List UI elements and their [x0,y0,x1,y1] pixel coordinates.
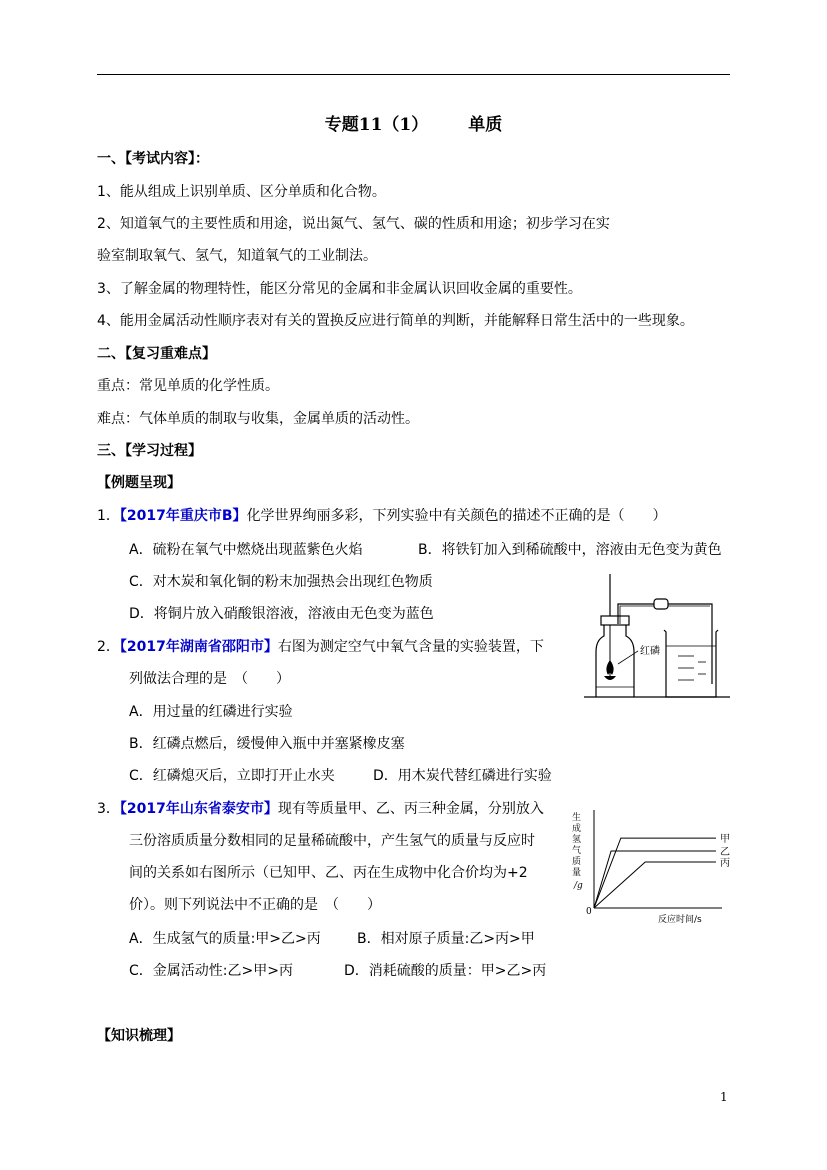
q2-text-1: 右图为测定空气中氧气含量的实验装置，下 [277,639,544,655]
q1-source: 【2017年重庆市B】 [119,508,247,524]
hydrogen-mass-chart [568,806,728,924]
series-line-1 [594,838,716,908]
y-axis-label-char: 成 [572,824,582,834]
q3-option-a: A．生成氢气的质量:甲>乙>丙 [129,931,321,947]
oxygen-apparatus-figure [582,572,732,704]
page-number: 1 [720,1090,728,1104]
flame-icon [606,660,613,675]
q2-source: 【2017年湖南省邵阳市】 [119,639,278,655]
rubber-stopper [601,616,629,625]
q1-text: 化学世界绚丽多彩，下列实验中有关颜色的描述不正确的是（ ） [246,508,667,524]
q2-option-d: D．用木炭代替红磷进行实验 [373,768,552,784]
series-label-2: 乙 [720,846,730,858]
q3-option-d: D．消耗硫酸的质量：甲>乙>丙 [344,963,547,979]
difficult-point: 难点：气体单质的制取与收集，金属单质的活动性。 [97,411,419,427]
section-examples: 【例题呈现】 [97,475,181,491]
q3-text-1: 现有等质量甲、乙、丙三种金属，分别放入 [277,801,544,817]
section-learning-process: 三、【学习过程】 [97,443,202,459]
q2-stem-line1 [97,638,544,656]
y-axis-unit: /g [574,881,583,891]
q1-option-c: C．对木炭和氧化铜的粉末加强热会出现红色物质 [129,574,433,590]
q1-option-b: B．将铁钉加入到稀硫酸中，溶液由无色变为黄色 [418,542,722,558]
q2-option-a: A．用过量的红磷进行实验 [129,704,293,720]
connecting-tube [618,604,712,684]
q3-stem-line4: 价）。则下列说法中不正确的是 （ ） [129,897,381,913]
x-axis-label: 反应时间/s [658,915,702,925]
red-phosphorus-label: 红磷 [640,646,660,657]
q1-number: 1． [97,508,120,524]
q3-stem-line3: 间的关系如右图所示（已知甲、乙、丙在生成物中化合价均为+2 [129,865,528,881]
title-sub: 单质 [468,115,503,135]
q1-option-a: A．硫粉在氧气中燃烧出现蓝紫色火焰 [129,542,363,558]
q2-option-c: C．红磷熄灭后，立即打开止水夹 [129,768,335,784]
q3-number: 3． [97,801,120,817]
q3-source: 【2017年山东省泰安市】 [119,801,278,817]
q3-stem-line2: 三份溶质质量分数相同的足量稀硫酸中，产生氢气的质量与反应时 [129,833,535,849]
page-title [0,110,827,135]
combustion-spoon [604,676,616,680]
y-axis-label-char: 生 [572,813,582,823]
q3-option-b: B．相对原子质量:乙>丙>甲 [357,931,535,947]
section-knowledge: 【知识梳理】 [97,1028,181,1044]
section-exam-content: 一、【考试内容】： [97,151,209,167]
y-axis-label-char: 量 [572,868,582,878]
section-key-points: 二、【复习重难点】 [97,346,216,362]
chart-series [594,838,716,908]
gas-bottle [596,624,634,697]
q3-option-c: C．金属活动性:乙>甲>丙 [129,963,293,979]
y-axis-label-char: 气 [572,846,582,856]
q2-option-b: B．红磷点燃后，缓慢伸入瓶中并塞紧橡皮塞 [129,736,405,752]
water-clamp [654,599,668,609]
content-1: 1、能从组成上识别单质、区分单质和化合物。 [97,184,386,200]
q2-number: 2． [97,639,120,655]
content-3: 3、了解金属的物理特性，能区分常见的金属和非金属认识回收金属的重要性。 [97,281,582,297]
header-rule [97,74,730,75]
content-2a: 2、知道氧气的主要性质和用途，说出氮气、氢气、碳的性质和用途；初步学习在实 [97,216,610,232]
content-4: 4、能用金属活动性顺序表对有关的置换反应进行简单的判断，并能解释日常生活中的一些现象。 [97,313,694,329]
series-label-1: 甲 [720,834,730,846]
title-main: 专题11（1） [324,115,429,135]
origin-label: 0 [586,907,592,917]
content-2b: 验室制取氧气、氢气，知道氧气的工业制法。 [97,248,377,264]
series-label-3: 丙 [720,858,730,869]
key-point: 重点：常见单质的化学性质。 [97,378,279,394]
q3-stem-line1 [97,800,544,818]
label-pointer [618,651,638,664]
q1-option-d: D．将铜片放入硝酸银溶液，溶液由无色变为蓝色 [129,606,434,622]
beaker [664,630,718,697]
y-axis-label-char: 氢 [572,835,582,845]
series-line-3 [594,862,716,908]
q2-stem-line2: 列做法合理的是 （ ） [129,671,290,687]
q1-stem [97,507,667,525]
y-axis-label-char: 质 [572,857,582,867]
